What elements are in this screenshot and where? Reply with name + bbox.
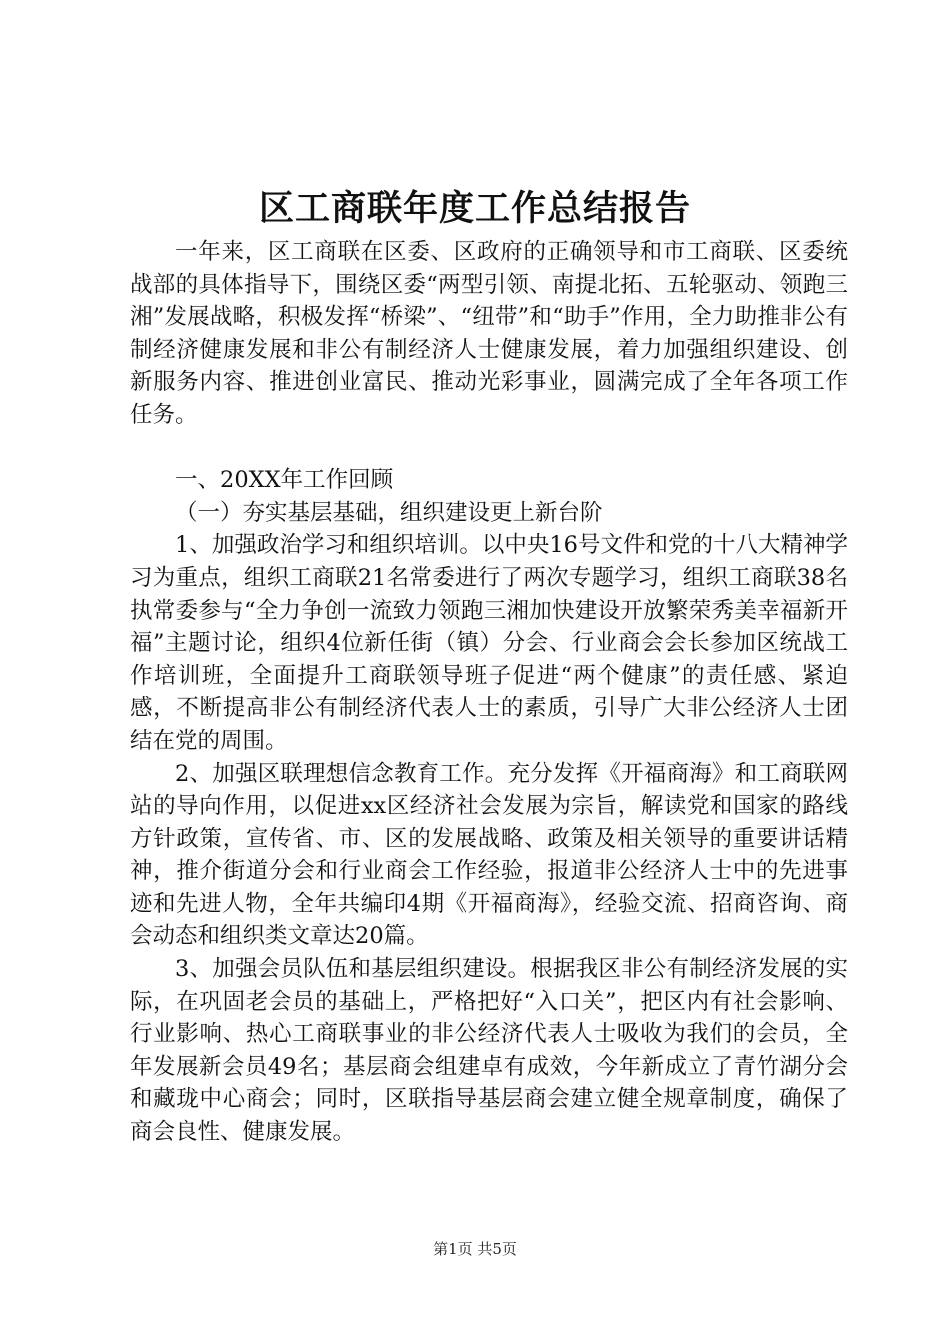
- item-3-paragraph: 3、加强会员队伍和基层组织建设。根据我区非公有制经济发展的实际，在巩固老会员的基础上，严格把好“入口关”，把区内有社会影响、行业影响、热心工商联事业的非公经济代表人士吸收为我们的会员，全年发展新会员49名；基层商会组建卓有成效，今年新成立了青竹湖分会和藏珑中心商会；同时，区联指导基层商会建立健全规章制度，确保了商会良性、健康发展。: [130, 956, 848, 1146]
- section-heading: 一、20XX年工作回顾: [175, 467, 394, 494]
- document-body: [130, 236, 848, 1149]
- subsection-heading: （一）夯实基层基础，组织建设更上新台阶: [175, 499, 603, 526]
- intro-paragraph: 一年来，区工商联在区委、区政府的正确领导和市工商联、区委统战部的具体指导下，围绕区委“两型引领、南提北拓、五轮驱动、领跑三湘”发展战略，积极发挥“桥梁”、“纽带”和“助手”作用，全力助推非公有制经济健康发展和非公有制经济人士健康发展，着力加强组织建设、创新服务内容、推进创业富民、推动光彩事业，圆满完成了全年各项工作任务。: [130, 239, 848, 428]
- paragraph-spacer: [130, 432, 848, 465]
- document-title: 区工商联年度工作总结报告: [258, 188, 691, 229]
- page-footer: 第1页 共5页: [433, 1240, 517, 1258]
- item-2-paragraph: 2、加强区联理想信念教育工作。充分发挥《开福商海》和工商联网站的导向作用，以促进xx区经济社会发展为宗旨，解读党和国家的路线方针政策，宣传省、市、区的发展战略、政策及相关领导的重要讲话精神，推介街道分会和行业商会工作经验，报道非公经济人士中的先进事迹和先进人物，全年共编印4期《开福商海》，经验交流、招商咨询、商会动态和组织类文章达20篇。: [130, 760, 848, 950]
- item-1-paragraph: 1、加强政治学习和组织培训。以中央16号文件和党的十八大精神学习为重点，组织工商联21名常委进行了两次专题学习，组织工商联38名执常委参与“全力争创一流致力领跑三湘加快建设开放繁荣秀美幸福新开福”主题讨论，组织4位新任街（镇）分会、行业商会会长参加区统战工作培训班，全面提升工商联领导班子促进“两个健康”的责任感、紧迫感，不断提高非公有制经济代表人士的素质，引导广大非公经济人士团结在党的周围。: [130, 532, 848, 754]
